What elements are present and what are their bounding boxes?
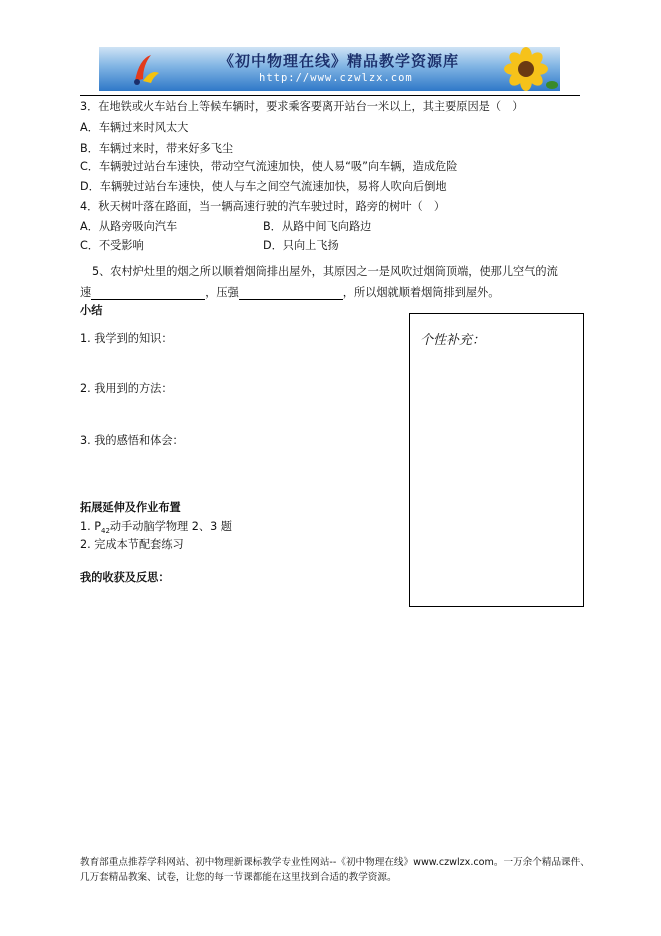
q5-blank-1[interactable] bbox=[91, 287, 205, 300]
q5-line2 bbox=[80, 284, 499, 300]
extension-item-1-page: 42 bbox=[100, 527, 110, 536]
extension-item-1-suffix: 动手动脑学物理 2、3 题 bbox=[109, 520, 232, 533]
sunflower-icon bbox=[488, 47, 558, 91]
summary-item-method: 2. 我用到的方法： bbox=[80, 382, 173, 395]
q5-part1: 速 bbox=[80, 286, 92, 299]
q5-part2: ，压强 bbox=[205, 286, 239, 299]
summary-heading: 小结 bbox=[80, 304, 103, 317]
extension-item-1 bbox=[80, 518, 232, 535]
q4-option-a: A．从路旁吸向汽车 bbox=[80, 220, 178, 233]
q4-stem: 4．秋天树叶落在路面，当一辆高速行驶的汽车驶过时，路旁的树叶（ ） bbox=[80, 200, 446, 213]
header-banner bbox=[99, 47, 560, 91]
extension-item-1-prefix: 1. P bbox=[80, 520, 101, 533]
q4-option-c: C．不受影响 bbox=[80, 239, 144, 252]
q3-option-b: B．车辆过来时，带来好多飞尘 bbox=[80, 142, 234, 155]
q3-option-a: A．车辆过来时风太大 bbox=[80, 121, 189, 134]
q3-option-d: D．车辆驶过站台车速快，使人与车之间空气流速加快，易将人吹向后倒地 bbox=[80, 180, 447, 193]
reflection-heading: 我的收获及反思： bbox=[80, 571, 170, 584]
summary-item-knowledge: 1. 我学到的知识： bbox=[80, 332, 173, 345]
q4-option-d: D．只向上飞扬 bbox=[263, 239, 339, 252]
q5-blank-2[interactable] bbox=[239, 287, 343, 300]
q3-option-c: C．车辆驶过站台车速快，带动空气流速加快，使人易“吸”向车辆，造成危险 bbox=[80, 160, 458, 173]
extension-item-2: 2. 完成本节配套练习 bbox=[80, 538, 184, 551]
header-rule bbox=[80, 95, 580, 96]
site-logo-icon bbox=[129, 51, 163, 87]
q5-line1: 5、农村炉灶里的烟之所以顺着烟筒排出屋外，其原因之一是风吹过烟筒顶端，使那儿空气的流 bbox=[92, 265, 558, 278]
extension-heading: 拓展延伸及作业布置 bbox=[80, 501, 181, 514]
personal-supplement-box[interactable] bbox=[409, 313, 584, 607]
summary-item-feeling: 3. 我的感悟和体会： bbox=[80, 434, 184, 447]
q3-stem: 3．在地铁或火车站台上等候车辆时，要求乘客要离开站台一米以上，其主要原因是（ ） bbox=[80, 100, 524, 113]
personal-supplement-label: 个性补充： bbox=[420, 333, 486, 348]
q4-option-b: B．从路中间飞向路边 bbox=[263, 220, 372, 233]
banner-url[interactable]: http://www.czwlzx.com bbox=[259, 72, 413, 84]
page-footer: 教育部重点推荐学科网站、初中物理新课标教学专业性网站--《初中物理在线》www.czwlzx.com。一万余个精品课件、几万套精品教案、试卷，让您的每一节课都能在这里找到合适的教学资源。 bbox=[80, 857, 590, 883]
banner-title: 《初中物理在线》精品教学资源库 bbox=[219, 52, 460, 70]
q5-part3: ，所以烟就顺着烟筒排到屋外。 bbox=[342, 286, 500, 299]
